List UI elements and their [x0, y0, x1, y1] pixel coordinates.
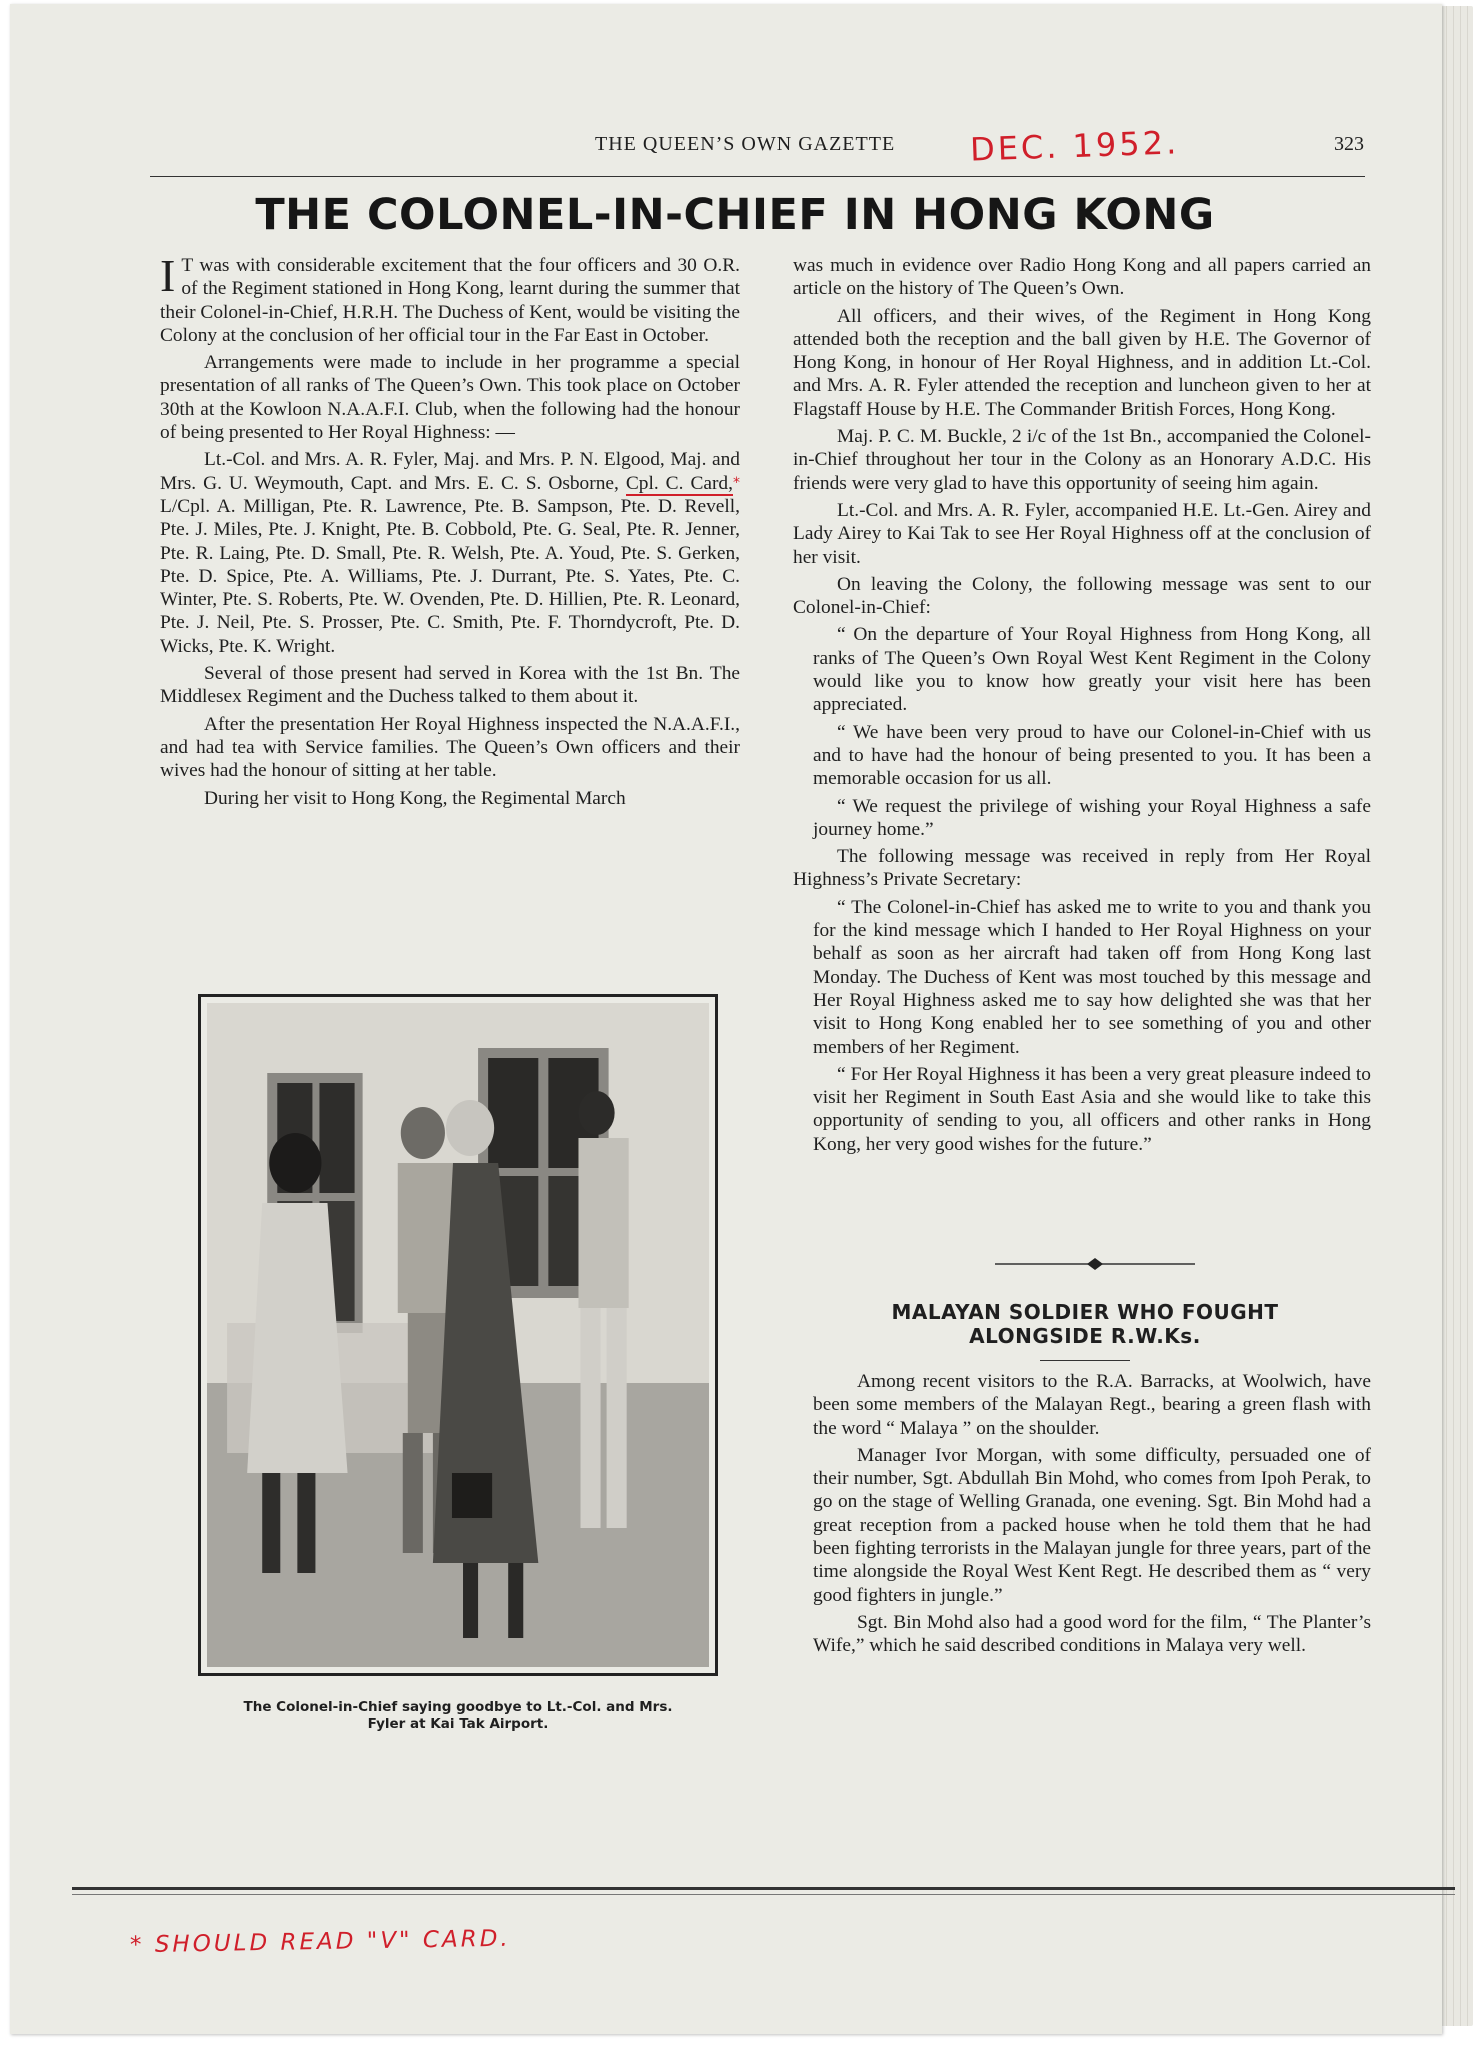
right-column: [793, 254, 1371, 1160]
caption-line-2: Fyler at Kai Tak Airport.: [367, 1716, 549, 1732]
quote-secretary: “ The Colonel-in-Chief has asked me to write to you and thank you for the kind message which I handed to Her Royal Highness on your behalf as soon as her aircraft had taken off from Hong Kong last Monday. The Duchess of Kent was most touched by this message and Her Royal Highness asked me to say how delighted she was that her visit to Hong Kong enabled her to see something of you and other members of her Regiment.: [813, 896, 1371, 1058]
article-headline: THE COLONEL-IN-CHIEF IN HONG KONG: [255, 190, 1215, 240]
header-rule: [150, 176, 1365, 177]
paragraph-intro: [160, 250, 740, 347]
page-number: 323: [1334, 133, 1364, 155]
paragraph-intro-text: T was with considerable excitement that the four officers and 30 O.R. of the Regiment stationed in Hong Kong, learnt during the summer that their Colonel-in-Chief, H.R.H. The Duchess of Kent, would be visiting the Colony at the conclusion of her official tour in the Far East in October.: [160, 255, 740, 346]
bottom-rule: [72, 1887, 1455, 1890]
paragraph-korea: Several of those present had served in Korea with the 1st Bn. The Middlesex Regiment and the Duchess talked to them about it.: [160, 663, 740, 708]
paragraph-naafi: After the presentation Her Royal Highness inspected the N.A.A.F.I., and had tea with Service families. The Queen’s Own officers and their wives had the honour of sitting at her table.: [160, 713, 740, 782]
quote-proud: “ We have been very proud to have our Colonel-in-Chief with us and to have had the honour of being presented to you. It has been a memorable occasion for us all.: [813, 721, 1371, 790]
paragraph-buckle: Maj. P. C. M. Buckle, 2 i/c of the 1st Bn., accompanied the Colonel-in-Chief throughout her tour in the Colony as an Honorary A.D.C. His friends were very glad to have this opportunity of seeing him again.: [793, 426, 1371, 494]
caption-line-1: The Colonel-in-Chief saying goodbye to Lt.-Col. and Mrs.: [243, 1699, 673, 1715]
left-column: [160, 250, 740, 814]
photo-caption: [200, 1699, 716, 1733]
gazette-page: [10, 4, 1442, 2034]
paragraph-leaving: On leaving the Colony, the following message was sent to our Colonel-in-Chief:: [793, 573, 1371, 619]
drop-cap: I: [160, 250, 176, 301]
paragraph-film: Sgt. Bin Mohd also had a good word for the film, “ The Planter’s Wife,” which he said described conditions in Malaya very well.: [813, 1611, 1371, 1657]
subhead-line-1: MALAYAN SOLDIER WHO FOUGHT: [891, 1300, 1279, 1324]
second-article-body: [813, 1370, 1371, 1662]
paragraph-arrangements: Arrangements were made to include in her programme a special presentation of all ranks of The Queen’s Own. This took place on October 30th at the Kowloon N.A.A.F.I. Club, when the following had the honour of being presented to Her Royal Highness: —: [160, 352, 740, 444]
quote-privilege: “ We request the privilege of wishing your Royal Highness a safe journey home.”: [813, 795, 1371, 840]
running-head: [150, 123, 1370, 169]
paragraph-regimental-march: During her visit to Hong Kong, the Regimental March: [204, 787, 626, 809]
names-part-2: L/Cpl. A. Milligan, Pte. R. Lawrence, Pte. B. Sampson, Pte. D. Revell, Pte. J. Miles, Pte. J. Knight, Pte. B. Cobbold, Pte. G. Seal, Pte. R. Jenner, Pte. R. Laing, Pte. D. Small, Pte. R. Welsh, Pte. A. Youd, Pte. S. Gerken, Pte. D. Spice, Pte. A. Williams, Pte. J. Durrant, Pte. S. Yates, Pte. C. Winter, Pte. S. Roberts, Pte. W. Ovenden, Pte. D. Hillien, Pte. R. Leonard, Pte. J. Neil, Pte. S. Prosser, Pte. C. Smith, Pte. F. Thorndycroft, Pte. D. Wicks, Pte. K. Wright.: [160, 495, 740, 657]
underlined-name: Cpl. C. Card,: [625, 472, 733, 494]
paragraph-visitors: Among recent visitors to the R.A. Barracks, at Woolwich, have been some members of the Malayan Regt., bearing a green flash with the word “ Malaya ” on the shoulder.: [813, 1371, 1371, 1439]
paragraph-radio: was much in evidence over Radio Hong Kong and all papers carried an article on the history of The Queen’s Own.: [793, 255, 1371, 300]
news-photo: [198, 994, 718, 1676]
quote-good-wishes: “ For Her Royal Highness it has been a very great pleasure indeed to visit her Regiment in South East Asia and she would like to take this opportunity of sending to you, all officers and other ranks in Hong Kong, her very good wishes for the future.”: [813, 1063, 1371, 1155]
quote-departure: “ On the departure of Your Royal Highness from Hong Kong, all ranks of The Queen’s Own Royal West Kent Regiment in the Colony would like you to know how greatly your visit here has been appreciated.: [813, 624, 1371, 716]
paragraph-kai-tak: Lt.-Col. and Mrs. A. R. Fyler, accompanied H.E. Lt.-Gen. Airey and Lady Airey to Kai Tak to see Her Royal Highness off at the conclusion of her visit.: [793, 499, 1371, 568]
subhead-rule: [1040, 1360, 1130, 1361]
paragraph-reply: The following message was received in reply from Her Royal Highness’s Private Secretary:: [793, 846, 1371, 891]
paragraph-officers: All officers, and their wives, of the Regiment in Hong Kong attended both the reception and the ball given by H.E. The Governor of Hong Kong, in honour of Her Royal Highness, and in addition Lt.-Col. and Mrs. A. R. Fyler attended the reception and luncheon given to her at Flagstaff House by H.E. The Commander British Forces, Hong Kong.: [793, 305, 1371, 420]
second-article-headline: [845, 1300, 1325, 1348]
asterisk-mark: *: [732, 474, 740, 491]
section-ornament: [995, 1257, 1195, 1271]
photo-illustration: [207, 1003, 709, 1667]
publication-title: THE QUEEN’S OWN GAZETTE: [595, 133, 896, 155]
paragraph-morgan: Manager Ivor Morgan, with some difficulty, persuaded one of their number, Sgt. Abdullah Bin Mohd, who comes from Ipoh Perak, to go on the stage of Welling Granada, one evening. Sgt. Bin Mohd had a great reception from a packed house when he told them that he had been fighting terrorists in the Malayan jungle for three years, part of the time alongside the Royal West Kent Regt. He described them as “ very good fighters in jungle.”: [813, 1444, 1371, 1606]
subhead-line-2: ALONGSIDE R.W.Ks.: [969, 1324, 1201, 1348]
names-part-1: Lt.-Col. and Mrs. A. R. Fyler, Maj. and Mrs. P. N. Elgood, Maj. and Mrs. G. U. Weymouth, Capt. and Mrs. E. C. S. Osborne,: [160, 449, 740, 494]
bottom-rule-thin: [72, 1894, 1455, 1895]
handwritten-date: DEC. 1952.: [969, 123, 1180, 169]
paragraph-names: [160, 448, 740, 658]
handwritten-correction: * SHOULD READ "V" CARD.: [129, 1925, 511, 1959]
